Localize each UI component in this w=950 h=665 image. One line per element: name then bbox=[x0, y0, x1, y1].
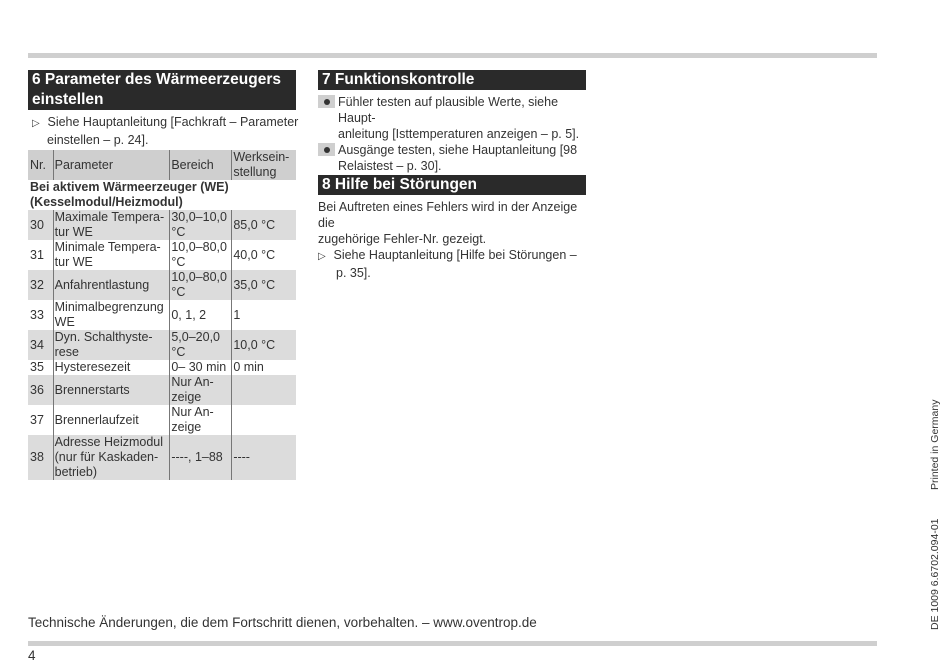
section-6-note bbox=[32, 114, 300, 148]
table-row bbox=[28, 240, 296, 270]
row-parameter: Anfahrentlastung bbox=[53, 270, 170, 300]
row-default: ---- bbox=[232, 435, 296, 480]
row-default: 10,0 °C bbox=[232, 330, 296, 360]
row-nr: 34 bbox=[28, 330, 53, 360]
section-8-heading: 8 Hilfe bei Störungen bbox=[318, 175, 586, 195]
table-row bbox=[28, 270, 296, 300]
table-row bbox=[28, 405, 296, 435]
bullet2-line2: Relaistest – p. 30]. bbox=[338, 159, 442, 173]
row-nr: 37 bbox=[28, 405, 53, 435]
row-parameter: Brennerstarts bbox=[53, 375, 170, 405]
section-6-note-line1: Siehe Hauptanleitung [Fachkraft – Parameter bbox=[47, 115, 299, 129]
row-parameter: Minimale Tempera-tur WE bbox=[53, 240, 170, 270]
row-range: 30,0–10,0 °C bbox=[170, 210, 232, 240]
bullet1-line1: Fühler testen auf plausible Werte, siehe Haupt- bbox=[338, 95, 559, 125]
row-range: ----, 1–88 bbox=[170, 435, 232, 480]
bullet1-line2: anleitung [Isttemperaturen anzeigen – p. 5]. bbox=[338, 127, 580, 141]
section-6-heading: 6 Parameter des Wärmeerzeugers einstellen bbox=[28, 70, 296, 110]
section-8-note-line2: p. 35]. bbox=[336, 266, 371, 280]
header-parameter: Parameter bbox=[53, 150, 170, 180]
row-nr: 35 bbox=[28, 360, 53, 375]
footer-note: Technische Änderungen, die dem Fortschritt dienen, vorbehalten. – www.oventrop.de bbox=[28, 615, 537, 630]
section-8-note-line1: Siehe Hauptanleitung [Hilfe bei Störungen – bbox=[333, 248, 577, 262]
row-parameter: Minimalbegrenzung WE bbox=[53, 300, 170, 330]
row-default: 35,0 °C bbox=[232, 270, 296, 300]
table-row bbox=[28, 300, 296, 330]
table-header-row bbox=[28, 150, 296, 180]
table-group-row bbox=[28, 180, 296, 210]
table-row bbox=[28, 375, 296, 405]
section-7-heading: 7 Funktionskontrolle bbox=[318, 70, 586, 90]
group-label: Bei aktivem Wärmeerzeuger (WE) (Kesselmodul/Heizmodul) bbox=[28, 180, 296, 210]
row-range: 0– 30 min bbox=[170, 360, 232, 375]
row-range: 0, 1, 2 bbox=[170, 300, 232, 330]
document-code: DE 1009 6.6702.094-01 bbox=[929, 518, 941, 630]
row-range: Nur An-zeige bbox=[170, 375, 232, 405]
bottom-rule bbox=[28, 641, 877, 646]
list-item bbox=[318, 94, 590, 142]
row-parameter: Hysteresezeit bbox=[53, 360, 170, 375]
row-parameter: Dyn. Schalthyste-rese bbox=[53, 330, 170, 360]
header-nr: Nr. bbox=[28, 150, 53, 180]
section-8-text-line1: Bei Auftreten eines Fehlers wird in der Anzeige die bbox=[318, 200, 578, 230]
table-row bbox=[28, 435, 296, 480]
row-parameter: Maximale Tempera-tur WE bbox=[53, 210, 170, 240]
row-range: 5,0–20,0 °C bbox=[170, 330, 232, 360]
section-7-list bbox=[318, 94, 590, 174]
table-row bbox=[28, 210, 296, 240]
row-default: 1 bbox=[233, 307, 241, 322]
row-range: Nur An-zeige bbox=[170, 405, 232, 435]
row-nr: 30 bbox=[28, 210, 53, 240]
row-default: 85,0 °C bbox=[232, 210, 296, 240]
section-6-note-line2: einstellen – p. 24]. bbox=[47, 133, 149, 147]
row-default: 0 min bbox=[233, 360, 264, 374]
row-nr: 32 bbox=[28, 270, 53, 300]
table-row bbox=[28, 330, 296, 360]
parameter-table bbox=[28, 150, 296, 480]
printed-in-label: Printed in Germany bbox=[929, 399, 941, 490]
bullet-icon bbox=[318, 95, 335, 108]
row-nr: 36 bbox=[28, 375, 53, 405]
row-parameter: Adresse Heizmodul (nur für Kaskaden-betrieb) bbox=[53, 435, 170, 480]
bullet2-line1: Ausgänge testen, siehe Hauptanleitung [98 bbox=[338, 143, 578, 157]
top-rule bbox=[28, 53, 877, 58]
arrow-right-icon: ▷ bbox=[318, 251, 326, 262]
section-8-text-line2: zugehörige Fehler-Nr. gezeigt. bbox=[318, 232, 487, 246]
row-nr: 31 bbox=[28, 240, 53, 270]
row-nr: 38 bbox=[28, 435, 53, 480]
header-range: Bereich bbox=[170, 150, 232, 180]
row-default: 40,0 °C bbox=[233, 247, 276, 262]
list-item bbox=[318, 142, 590, 174]
row-range: 10,0–80,0 °C bbox=[170, 270, 232, 300]
row-nr: 33 bbox=[28, 300, 53, 330]
table-row bbox=[28, 360, 296, 375]
header-default: Werksein-stellung bbox=[232, 150, 296, 180]
bullet-icon bbox=[318, 143, 335, 156]
page-number: 4 bbox=[28, 648, 36, 663]
arrow-right-icon: ▷ bbox=[32, 118, 40, 129]
row-parameter: Brennerlaufzeit bbox=[53, 405, 170, 435]
row-default bbox=[232, 375, 296, 405]
section-8-text bbox=[318, 199, 590, 281]
row-default bbox=[232, 405, 296, 435]
row-range: 10,0–80,0 °C bbox=[170, 240, 232, 270]
